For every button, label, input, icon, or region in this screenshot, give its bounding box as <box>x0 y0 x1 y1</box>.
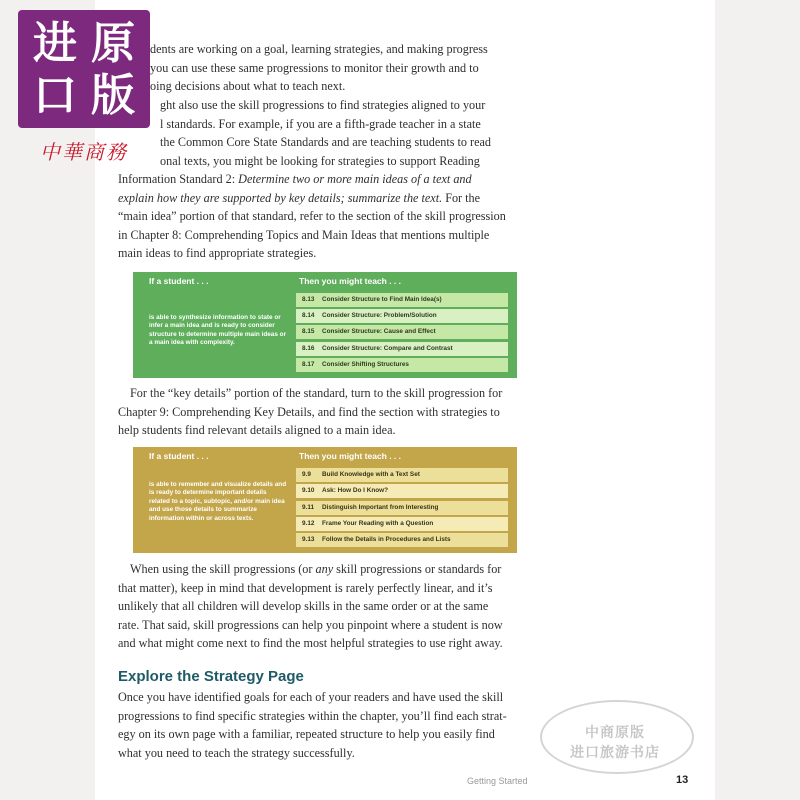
text-run: Information Standard 2: <box>118 172 239 186</box>
strategy-title: Frame Your Reading with a Question <box>322 520 434 527</box>
table-row <box>296 484 508 498</box>
strategy-title: Consider Structure: Compare and Contrast <box>322 345 453 352</box>
watermark-stamp-text <box>555 722 675 762</box>
strategy-number: 8.16 <box>302 345 315 352</box>
text-line: Chapter 9: Comprehending Key Details, and find the section with strategies to <box>118 404 500 419</box>
paragraph-3 <box>118 384 528 440</box>
text-line: progressions to find specific strategies within the chapter, you’ll find each strat- <box>118 708 507 723</box>
table-row <box>296 501 508 515</box>
text-line <box>118 560 528 579</box>
strategy-number: 9.9 <box>302 471 311 478</box>
text-line: For the “key details” portion of the standard, turn to the skill progression for <box>130 386 503 400</box>
strategy-title: Ask: How Do I Know? <box>322 487 389 494</box>
strategy-title: Consider Structure: Problem/Solution <box>322 312 437 319</box>
student-description: is able to remember and visualize details and is ready to determine important details related to a topic, subtopic, and/or main idea and use those details to summarize information within or across texts. <box>149 481 287 522</box>
logo-char: 进 <box>33 18 77 69</box>
strategy-title: Build Knowledge with a Text Set <box>322 471 420 478</box>
strategy-title: Consider Structure: Cause and Effect <box>322 328 436 335</box>
running-footer: Getting Started <box>467 776 528 786</box>
student-description: is able to synthesize information to state or infer a main idea and is ready to consider structure to determine multiple main ideas or a main idea with complexity. <box>149 314 287 347</box>
text-run-italic: Determine two or more main ideas of a text and <box>238 172 472 186</box>
strategy-number: 9.10 <box>302 487 315 494</box>
logo-subtitle: 中華商務 <box>40 140 128 164</box>
strategy-number: 8.13 <box>302 296 315 303</box>
strategy-title: Distinguish Important from Interesting <box>322 504 439 511</box>
text-line: onal texts, you might be looking for strategies to support Reading <box>160 153 480 168</box>
text-line: rate. That said, skill progressions can help you pinpoint where a student is now <box>118 617 503 632</box>
table-row <box>296 358 508 372</box>
strategy-title: Follow the Details in Procedures and Lists <box>322 536 451 543</box>
table-right-header: Then you might teach . . . <box>299 276 402 286</box>
table-left-header: If a student . . . <box>149 451 209 461</box>
text-line: Once you have identified goals for each of your readers and have used the skill <box>118 690 504 704</box>
strategy-number: 9.11 <box>302 504 315 511</box>
text-line: unlikely that all children will develop skills in the same order or at the same <box>118 599 489 614</box>
paragraph-5 <box>118 688 528 762</box>
text-line: l standards. For example, if you are a fifth-grade teacher in a state <box>160 116 481 131</box>
paragraph-1 <box>150 40 530 96</box>
strategy-table-main-idea <box>133 272 517 378</box>
text-line <box>118 189 528 208</box>
text-line <box>118 170 528 189</box>
table-right-header: Then you might teach . . . <box>299 451 402 461</box>
strategy-number: 9.13 <box>302 536 315 543</box>
logo-char: 版 <box>91 70 135 121</box>
strategy-table-key-details <box>133 447 517 553</box>
text-line: dents are working on a goal, learning strategies, and making progress <box>150 42 488 56</box>
strategy-number: 8.15 <box>302 328 315 335</box>
logo-box <box>18 10 150 128</box>
text-run: For the <box>442 190 481 205</box>
page-number: 13 <box>676 774 689 786</box>
text-line: what you need to teach the strategy successfully. <box>118 745 355 760</box>
text-line: main ideas to find appropriate strategies. <box>118 246 317 261</box>
text-line: the Common Core State Standards and are teaching students to read <box>160 135 492 150</box>
strategy-number: 8.14 <box>302 312 315 319</box>
text-line: in Chapter 8: Comprehending Topics and Main Ideas that mentions multiple <box>118 227 490 242</box>
table-row <box>296 342 508 356</box>
table-row <box>296 533 508 547</box>
text-run-italic: explain how they are supported by key details; summarize the text. <box>118 190 443 205</box>
text-line: oing decisions about what to teach next. <box>150 79 346 94</box>
text-run-italic: any <box>315 562 334 576</box>
strategy-number: 9.12 <box>302 520 315 527</box>
text-line: that matter), keep in mind that development is rarely perfectly linear, and it’s <box>118 580 493 595</box>
strategy-title: Consider Shifting Structures <box>322 361 409 368</box>
table-row <box>296 325 508 339</box>
text-line: egy on its own page with a familiar, repeated structure to help you easily find <box>118 727 495 742</box>
strategy-title: Consider Structure to Find Main Idea(s) <box>322 296 442 303</box>
text-line: and what might come next to find the most helpful strategies to use right away. <box>118 636 503 651</box>
table-row <box>296 468 508 482</box>
paragraph-2-bottom <box>118 170 528 263</box>
text-line: ght also use the skill progressions to find strategies aligned to your <box>160 98 486 112</box>
logo-char: 口 <box>33 70 77 121</box>
stamp-line: 中商原版 <box>585 725 645 741</box>
section-heading: Explore the Strategy Page <box>118 668 304 685</box>
text-run: skill progressions or standards for <box>333 562 502 576</box>
table-row <box>296 309 508 323</box>
paragraph-4 <box>118 560 528 653</box>
stamp-line: 进口旅游书店 <box>570 745 660 761</box>
table-row <box>296 293 508 307</box>
logo-char: 原 <box>91 18 135 69</box>
table-row <box>296 517 508 531</box>
text-line: help students find relevant details aligned to a main idea. <box>118 423 396 438</box>
table-left-header: If a student . . . <box>149 276 209 286</box>
publisher-logo <box>18 10 150 164</box>
text-line: you can use these same progressions to monitor their growth and to <box>150 60 479 75</box>
text-run: When using the skill progressions (or <box>130 562 316 576</box>
text-line: “main idea” portion of that standard, refer to the section of the skill progression <box>118 209 506 224</box>
strategy-number: 8.17 <box>302 361 315 368</box>
paragraph-2-top <box>160 96 530 170</box>
